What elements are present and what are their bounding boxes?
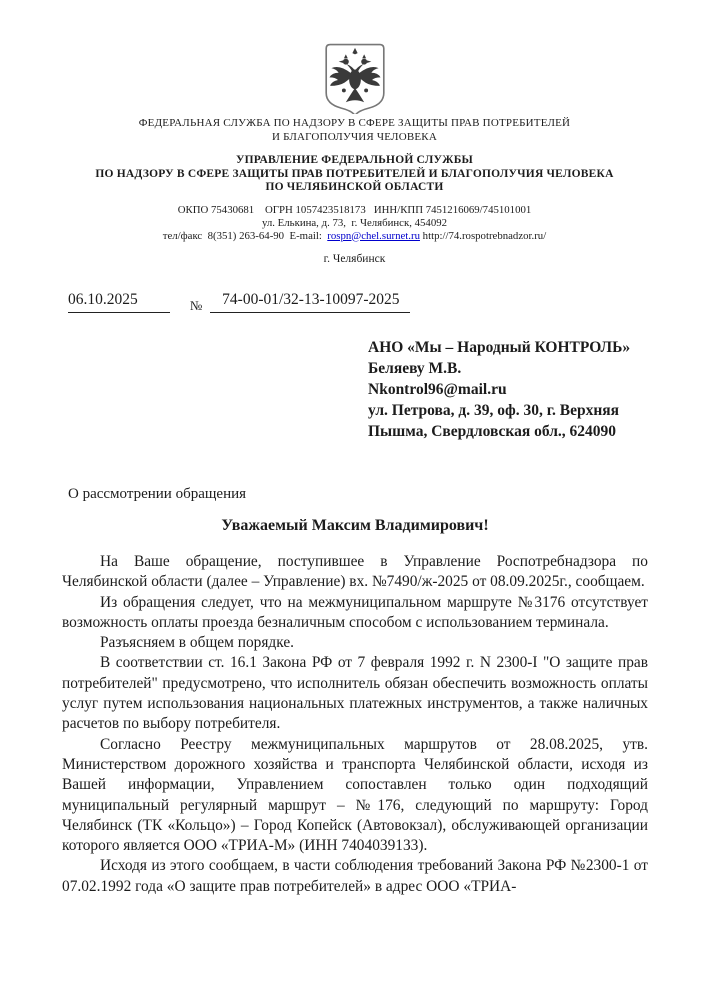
org-name-line2: И БЛАГОПОЛУЧИЯ ЧЕЛОВЕКА (271, 130, 437, 143)
department-line2: ПО НАДЗОРУ В СФЕРЕ ЗАЩИТЫ ПРАВ ПОТРЕБИТЕЛЕЙ И БЛАГОПОЛУЧИЯ ЧЕЛОВЕКА (95, 167, 614, 180)
number-sign: № (189, 298, 203, 313)
salutation: Уважаемый Максим Владимирович! (221, 517, 489, 534)
body-paragraph: Исходя из этого сообщаем, в части соблюдения требований Закона РФ №2300-1 от 07.02.1992 года «О защите прав потребителей» в адрес ООО «ТРИА- (62, 857, 648, 895)
subject-line: О рассмотрении обращения (68, 486, 247, 502)
email-link[interactable]: rospn@chel.surnet.ru (327, 229, 420, 242)
recipient-line: АНО «Мы – Народный КОНТРОЛЬ» (368, 339, 631, 356)
org-name-line1: ФЕДЕРАЛЬНАЯ СЛУЖБА ПО НАДЗОРУ В СФЕРЕ ЗАЩИТЫ ПРАВ ПОТРЕБИТЕЛЕЙ (138, 117, 571, 129)
phone-fax-label: тел/факс 8(351) 263-64-90 E-mail: (162, 229, 328, 242)
department-line3: ПО ЧЕЛЯБИНСКОЙ ОБЛАСТИ (265, 181, 444, 193)
recipient-line: Nkontrol96@mail.ru (368, 381, 507, 398)
body-paragraph: Из обращения следует, что на межмуниципальном маршруте №3176 отсутствует возможность оплаты проезда безналичным способом с использованием терминала. (62, 593, 648, 631)
contacts-line (0, 230, 709, 243)
reference-row (68, 291, 410, 313)
russia-coat-of-arms-icon (322, 42, 388, 114)
body-paragraph: В соответствии ст. 16.1 Закона РФ от 7 февраля 1992 г. N 2300-I "О защите прав потребителей" предусмотрено, что исполнитель обязан обеспечить возможность оплаты услуг путем использования национальных платежных инструментов, а также наличных расчетов по выбору потребителя. (62, 654, 648, 733)
letterhead (0, 42, 709, 265)
letter-body (62, 552, 648, 897)
postal-address: ул. Елькина, д. 73, г. Челябинск, 454092 (261, 216, 448, 229)
recipient-line: Пышма, Свердловская обл., 624090 (368, 423, 617, 440)
recipient-line: ул. Петрова, д. 39, оф. 30, г. Верхняя (368, 402, 620, 419)
website-url: http://74.rospotrebnadzor.ru/ (419, 229, 547, 242)
outgoing-number: 74-00-01/32-13-10097-2025 (210, 291, 409, 313)
recipient-block (368, 337, 664, 442)
letter-date: 06.10.2025 (68, 291, 170, 313)
recipient-line: Беляеву М.В. (368, 360, 462, 377)
body-paragraph: Согласно Реестру межмуниципальных маршрутов от 28.08.2025, утв. Министерством дорожного хозяйства и транспорта Челябинской области, исходя из Вашей информации, Управлением сопоставлен только один подходящий муниципальный регулярный маршрут – №176, следующий по маршруту: Город Челябинск (ТК «Кольцо») – Город Копейск (Автовокзал), обслуживающей организации которого является ООО «ТРИА-М» (ИНН 7404039133). (62, 735, 648, 855)
city-line: г. Челябинск (323, 252, 386, 265)
registration-codes: ОКПО 75430681 ОГРН 1057423518173 ИНН/КПП 7451216069/745101001 (177, 203, 532, 216)
department-line1: УПРАВЛЕНИЕ ФЕДЕРАЛЬНОЙ СЛУЖБЫ (235, 154, 474, 166)
body-paragraph: На Ваше обращение, поступившее в Управление Роспотребнадзора по Челябинской области (далее – Управление) вх. №7490/ж-2025 от 08.09.2025г., сообщаем. (62, 553, 648, 591)
body-paragraph: Разъясняем в общем порядке. (100, 634, 295, 652)
